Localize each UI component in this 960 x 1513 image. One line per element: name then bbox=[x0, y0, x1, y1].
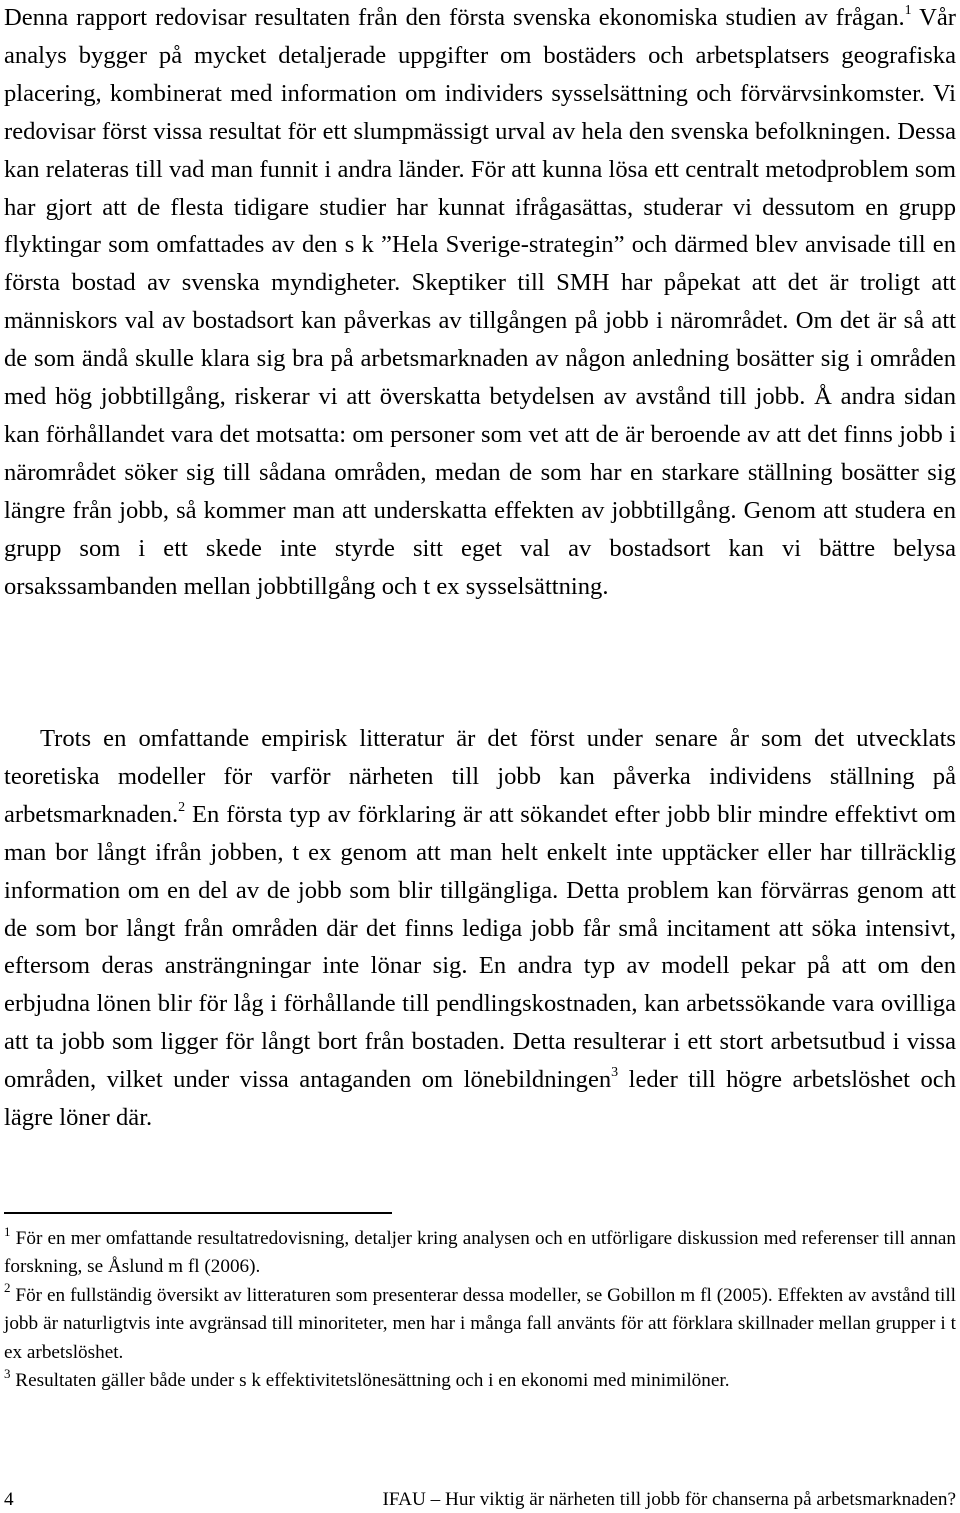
footnote-separator bbox=[4, 1212, 392, 1214]
paragraph-2-text-c: leder till högre arbetslöshet och lägre löner där. bbox=[4, 1066, 956, 1132]
paragraph-2-text-a: Trots en omfattande empirisk litteratur är det först under senare år som det utvecklats teoretiska modeller för varför närheten till jobb kan påverka individens ställning på arbetsmarknaden. bbox=[4, 725, 956, 828]
paragraph-1-text-b: Vår analys bygger på mycket detaljerade uppgifter om bostäders och arbetsplatsers geografiska placering, kombinerat med information om individers sysselsättning och förvärvsinkomster. Vi redovisar först vissa resultat för ett slumpmässigt urval av hela den svenska befolkningen. Dessa kan relateras till vad man funnit i andra länder. För att kunna lösa ett centralt metodproblem som har gjort att de flesta tidigare studier har kunnat ifrågasättas, studerar vi dessutom en grupp flyktingar som omfattades av den s k ”Hela Sverige-strategin” och därmed blev anvisade till en första bostad av svenska myndigheter. Skeptiker till SMH har påpekat att det är troligt att människors val av bostadsort kan påverkas av tillgången på jobb i närområdet. Om det är så att de som ändå skulle klara sig bra på arbetsmarknaden av någon anledning bosätter sig i områden med hög jobbtillgång, riskerar vi att överskatta betydelsen av avstånd till jobb. Å andra sidan kan förhållandet vara det motsatta: om personer som vet att de är beroende av att det finns jobb i närområdet söker sig till sådana områden, medan de som har en starkare ställning bosätter sig längre från jobb, så kommer man att underskatta effekten av jobbtillgång. Genom att studera en grupp som i ett skede inte styrde sitt eget val av bostadsort kan vi bättre belysa orsakssambanden mellan jobbtillgång och t ex sysselsättning. bbox=[4, 4, 956, 600]
footnote-text: Resultaten gäller både under s k effektivitetslönesättning och i en ekonomi med minimilöner. bbox=[10, 1370, 730, 1392]
footnote-ref-2: 2 bbox=[178, 799, 186, 815]
paragraph-2-text-b: En första typ av förklaring är att sökandet efter jobb blir mindre effektivt om man bor långt ifrån jobben, t ex genom att man helt enkelt inte upptäcker eller har tillräcklig information om en del av de jobb som blir tillgängliga. Detta problem kan förvärras genom att de som bor långt från områden där det finns lediga jobb får små incitament att söka intensivt, eftersom deras ansträngningar inte lönar sig. En andra typ av modell pekar på att om den erbjudna lönen blir för låg i förhållande till pendlingskostnaden, kan arbetssökande vara ovilliga att ta jobb som ligger för långt bort från bostaden. Detta resulterar i ett stort arbetsutbud i vissa områden, vilket under vissa antaganden om lönebildningen bbox=[4, 800, 956, 1094]
footnote-number: 2 bbox=[4, 1280, 11, 1296]
running-title: IFAU – Hur viktig är närheten till jobb för chanserna på arbetsmarknaden? bbox=[382, 1489, 956, 1510]
footnote-ref-1: 1 bbox=[904, 2, 912, 18]
footnote-text: För en mer omfattande resultatredovisning, detaljer kring analysen och en utförligare diskussion med referenser till annan forskning, se Åslund m fl (2006). bbox=[4, 1228, 956, 1278]
footnote-1 bbox=[4, 1225, 956, 1282]
footnote-3 bbox=[4, 1367, 956, 1395]
document-page bbox=[4, 0, 956, 1513]
footnote-ref-3: 3 bbox=[611, 1064, 619, 1080]
page-number: 4 bbox=[4, 1489, 14, 1510]
paragraph-1-text-a: Denna rapport redovisar resultaten från den första svenska ekonomiska studien av frågan. bbox=[4, 4, 905, 31]
body-paragraph-2 bbox=[4, 720, 956, 1137]
footnote-number: 3 bbox=[4, 1365, 11, 1381]
footnote-2 bbox=[4, 1282, 956, 1367]
footnote-text: För en fullständig översikt av litteraturen som presenterar dessa modeller, se Gobillon m fl (2005). Effekten av avstånd till jobb är naturligtvis inte avgränsad till minoriteter, men har i många fall använts för att förklara skillnader mellan grupper i t ex arbetslöshet. bbox=[4, 1284, 956, 1363]
footnotes-section bbox=[4, 1225, 956, 1395]
footnote-number: 1 bbox=[4, 1223, 11, 1239]
body-paragraph-1 bbox=[4, 0, 956, 606]
